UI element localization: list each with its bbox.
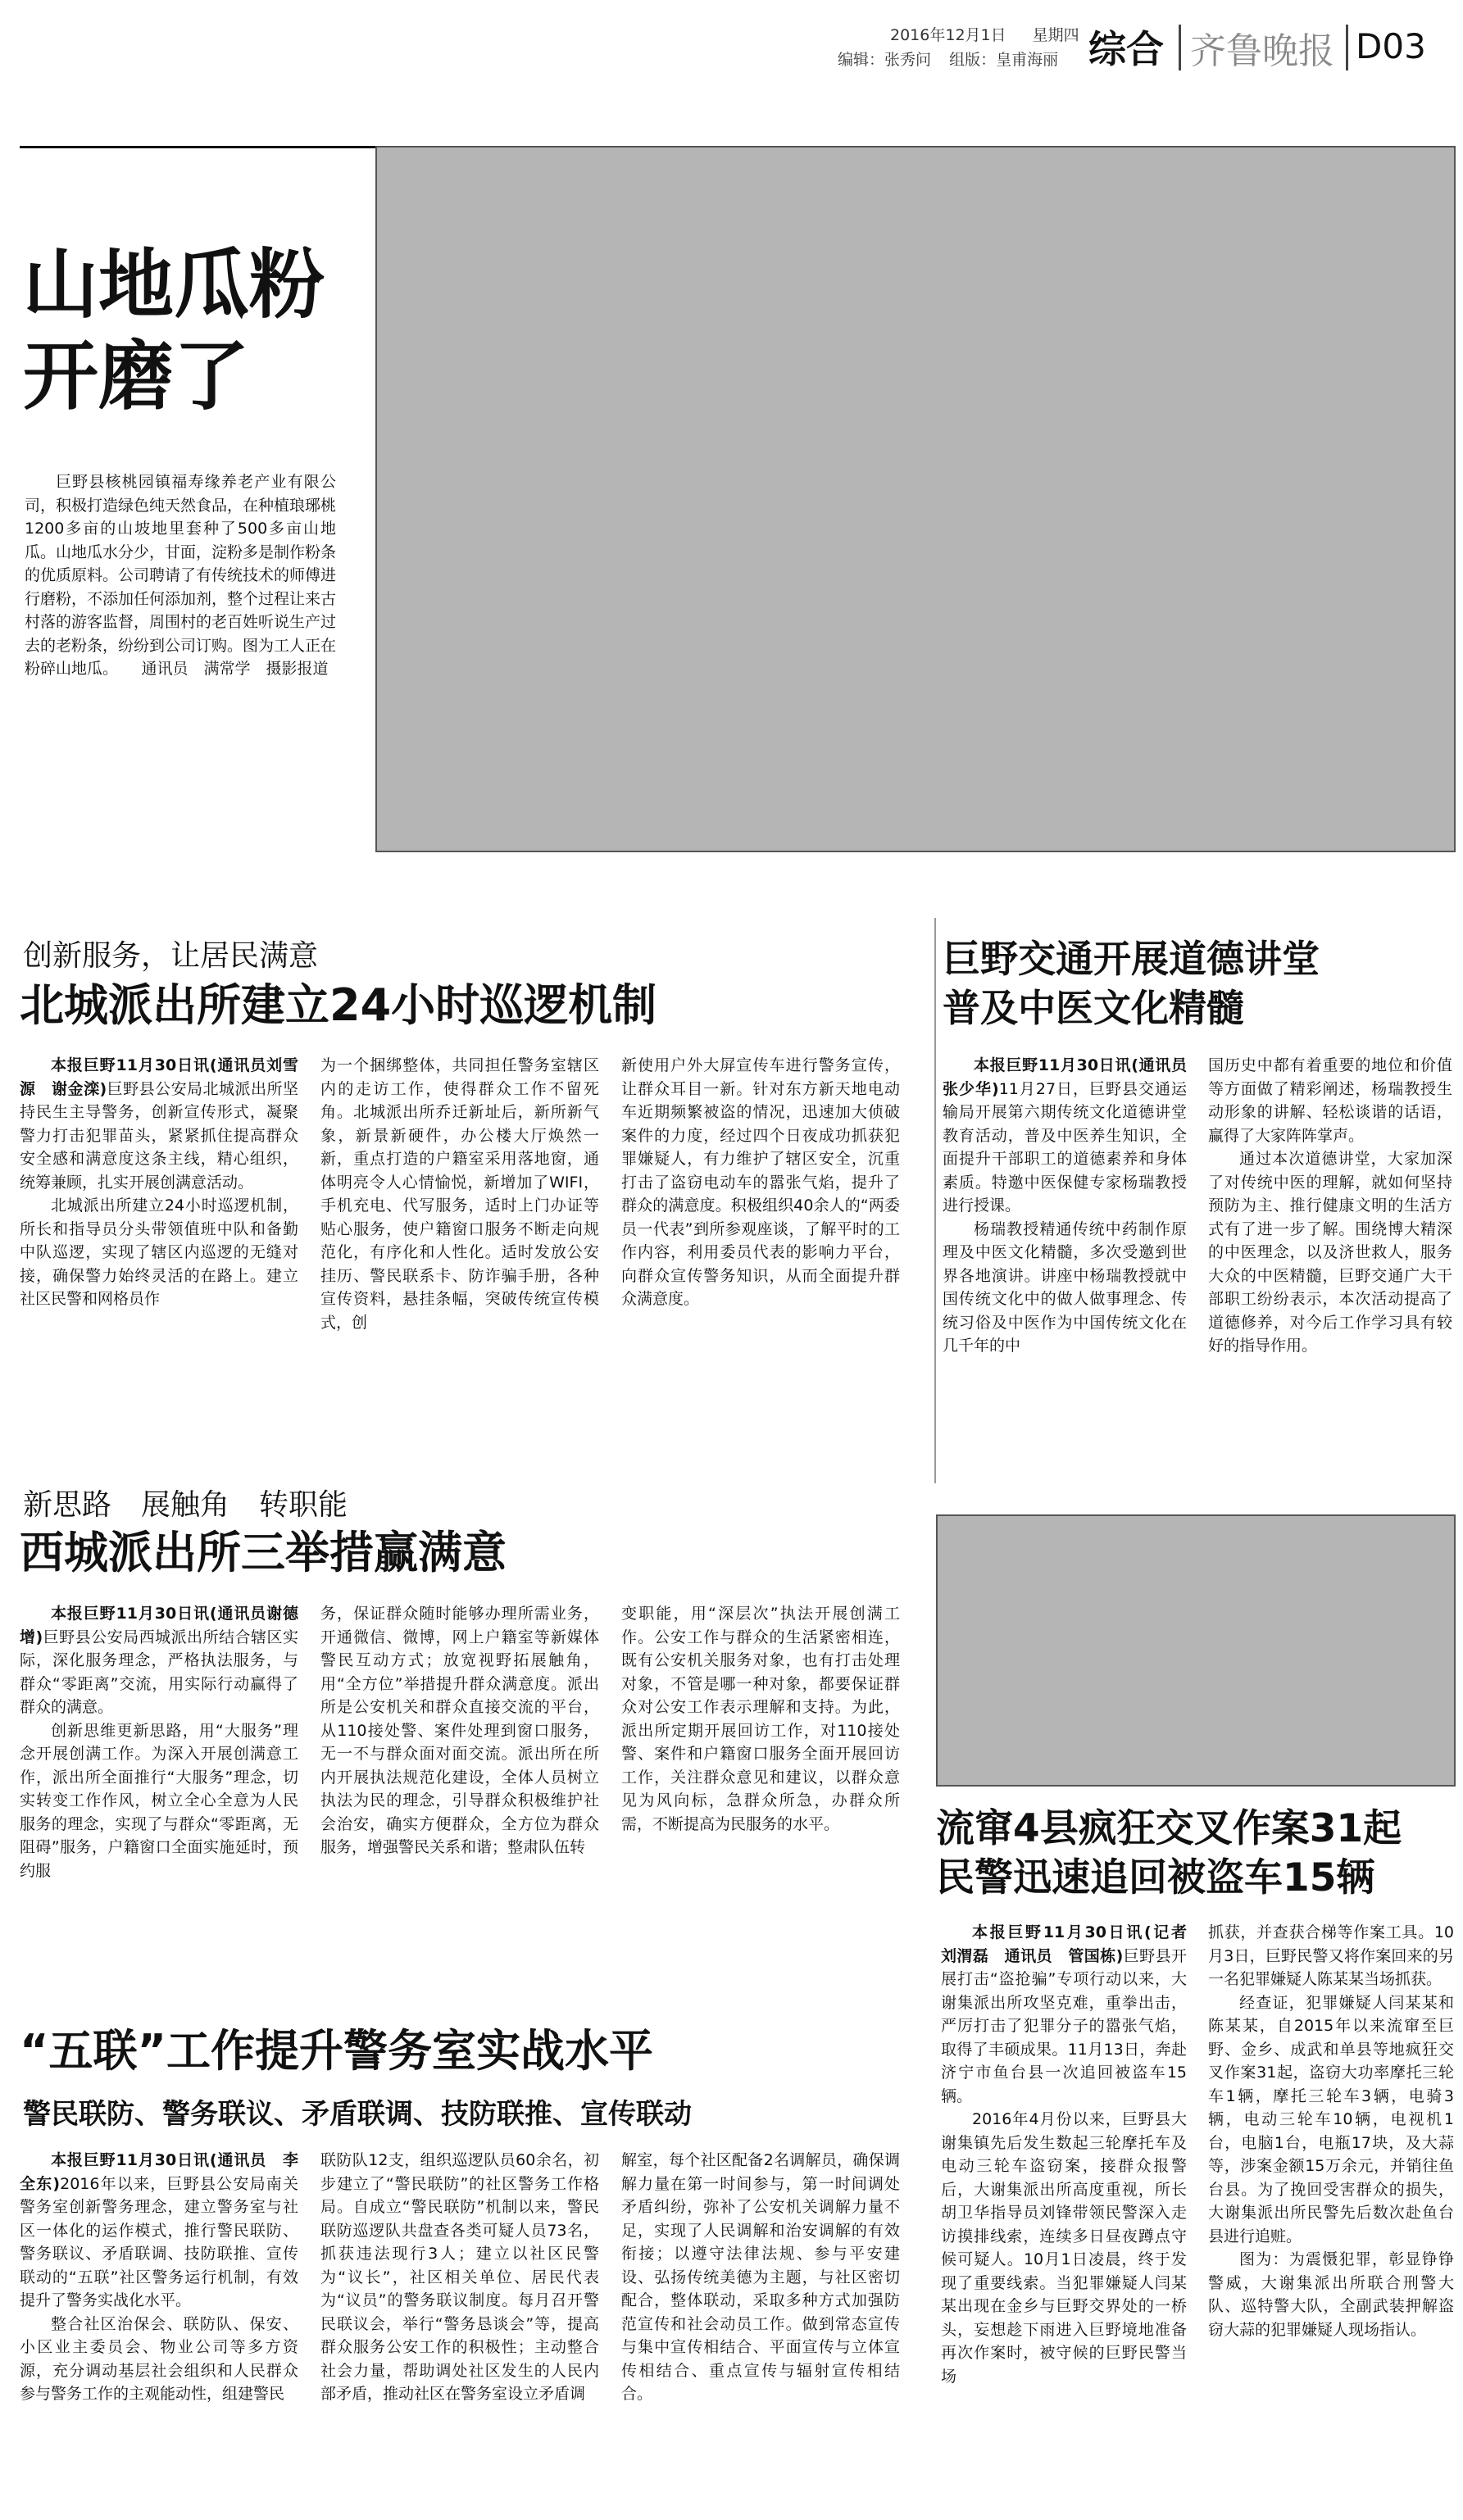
wulian-dateline: 本报巨野11月30日讯(通讯员 李全东) xyxy=(20,2151,298,2193)
liucuan-headline xyxy=(936,1805,1402,1903)
wulian-para4: 解室，每个社区配备2名调解员，确保调解力量在第一时间参与，第一时间调处矛盾纠纷，弥补了公安机关调解力量不足，实现了人民调解和治安调解的有效衔接；以遵守法律法规、参与平安建设、弘扬传统美德为主题，与社区密切配合，整体联动，采取多种方式加强防范宣传和社会动员工作。做到常态宣传与集中宣传相结合、平面宣传与立体宣传相结合、重点宣传与辐射宣传相结合。 xyxy=(621,2151,900,2403)
jiaotong-headline xyxy=(943,934,1320,1033)
wulian-headline: “五联”工作提升警务室实战水平 xyxy=(20,2025,653,2077)
beicheng-body xyxy=(20,1054,900,1334)
jiaotong-para2: 杨瑞教授精通传统中药制作原理及中医文化精髓，多次受邀到世界各地演讲。讲座中杨瑞教授就中国传统文化中的做人做事理念、传统习俗及中医作为中国传统文化在几千年的中 xyxy=(943,1219,1187,1355)
section-name: 综合 xyxy=(1088,27,1164,71)
wulian-para1 xyxy=(20,2149,298,2313)
xicheng-para1 xyxy=(20,1602,298,1719)
jiaotong-para1 xyxy=(943,1054,1203,1218)
feature-caption: 巨野县核桃园镇福寿缘养老产业有限公司，积极打造绿色纯天然食品，在种植琅琊桃1200多亩的山坡地里套种了500多亩山地瓜。山地瓜水分少，甘面，淀粉多是制作粉条的优质原料。公司聘请了有传统技术的师傅进行磨粉，不添加任何添加剂，整个过程让来古村落的游客监督，周围村的老百姓听说生产过去的老粉条，纷纷到公司订购。图为工人正在粉碎山地瓜。 通讯员 满常学 摄影报道 xyxy=(25,473,337,678)
jiaotong-dateline: 本报巨野11月30日讯(通讯员 张少华) xyxy=(943,1056,1203,1098)
xicheng-col3 xyxy=(621,1602,900,1882)
xicheng-col1 xyxy=(20,1602,298,1882)
wulian-para2: 整合社区治保会、联防队、保安、小区业主委员会、物业公司等多方资源，充分调动基层社会组织和人民群众参与警务工作的主观能动性，组建警民 xyxy=(20,2314,298,2403)
liucuan-para1 xyxy=(941,1921,1203,2108)
jiaotong-para1-text: 11月27日，巨野县交通运输局开展第六期传统文化道德讲堂教育活动，普及中医养生知识，全面提升干部职工的道德素养和身体素质。特邀中医保健专家杨瑞教授进行授课。 xyxy=(943,1079,1188,1215)
liucuan-para4: 经查证，犯罪嫌疑人闫某某和陈某某，自2015年以来流窜至巨野、金乡、成武和单县等地疯狂交叉作案31起，盗窃大功率摩托三轮车1辆，摩托三轮车3辆，电骑3辆，电动三轮车10辆，电视机1台，电脑1台，电瓶17块，及大蒜等，涉案金额15万余元，并销往鱼台县。为了挽回受害群众的损失，大谢集派出所民警先后数次赴鱼台县进行追赃。 xyxy=(1208,1993,1454,2245)
wulian-para1-text: 2016年以来，巨野县公安局南关警务室创新警务理念，建立警务室与社区一体化的运作模式，推行警民联防、警务联议、矛盾联调、技防联推、宣传联动的“五联”社区警务运行机制，有效提升了警务实战化水平。 xyxy=(20,2174,298,2309)
date: 2016年12月1日 xyxy=(890,26,1006,44)
beicheng-para4: 新使用户外大屏宣传车进行警务宣传，让群众耳目一新。针对东方新天地电动车近期频繁被盗的情况，迅速加大侦破案件的力度，经过四个日夜成功抓获犯罪嫌疑人，有力维护了辖区安全，沉重打击了盗窃电动车的嚣张气焰，提升了群众的满意度。积极组织40余人的“两委员一代表”到所参观座谈，了解平时的工作内容，利用委员代表的影响力平台，向群众宣传警务知识，从而全面提升群众满意度。 xyxy=(621,1056,900,1308)
beicheng-col1 xyxy=(20,1054,298,1334)
beicheng-para1 xyxy=(20,1054,298,1194)
jiaotong-headline-line1: 巨野交通开展道德讲堂 xyxy=(943,937,1320,981)
jiaotong-headline-line2: 普及中医文化精髓 xyxy=(943,986,1244,1030)
issue-date xyxy=(890,23,1079,45)
wulian-col2 xyxy=(320,2149,599,2406)
jiaotong-body xyxy=(943,1054,1452,1358)
liucuan-headline-line1: 流窜4县疯狂交叉作案31起 xyxy=(936,1806,1402,1851)
feature-headline-line1: 山地瓜粉 xyxy=(23,241,325,329)
beicheng-dateline: 本报巨野11月30日讯(通讯员刘雪源 谢金滦) xyxy=(20,1056,298,1098)
xicheng-para2: 创新思维更新思路，用“大服务”理念开展创满工作。为深入开展创满意工作，派出所全面推行“大服务”理念，切实转变工作作风，树立全心全意为人民服务的理念，实现了与群众“零距离，无阻碍”服务，户籍窗口全面实施延时，预约服 xyxy=(20,1721,298,1880)
liucuan-col1 xyxy=(941,1921,1203,2388)
liucuan-para2: 2016年4月份以来，巨野县大谢集镇先后发生数起三轮摩托车及电动三轮车盗窃案，接群众报警后，大谢集派出所高度重视，所长胡卫华指导员刘锋带领民警深入走访摸排线索，连续多日昼夜蹲点守候可疑人。10月1日凌晨，终于发现了重要线索。当犯罪嫌疑人闫某某出现在金乡与巨野交界处的一桥头，妄想趁下雨进入巨野境地准备再次作案时，被守候的巨野民警当场 xyxy=(941,2110,1187,2386)
liucuan-body xyxy=(941,1921,1454,2388)
wulian-subhead: 警民联防、警务联议、矛盾联调、技防联推、宣传联动 xyxy=(23,2098,692,2131)
liucuan-para5: 图为：为震慑犯罪，彰显铮铮警威，大谢集派出所联合刑警大队、巡特警大队，全副武装押解盗窃大蒜的犯罪嫌疑人现场指认。 xyxy=(1208,2250,1454,2339)
beicheng-para2: 北城派出所建立24小时巡逻机制，所长和指导员分头带领值班中队和备勤中队巡逻，实现了辖区内巡逻的无缝对接，确保警力始终灵活的在路上。建立社区民警和网格员作 xyxy=(20,1196,298,1308)
xicheng-dateline: 本报巨野11月30日讯(通讯员谢德增) xyxy=(20,1605,298,1646)
xicheng-body xyxy=(20,1602,900,1882)
jiaotong-para4: 通过本次道德讲堂，大家加深了对传统中医的理解，就如何坚持预防为主、推行健康文明的生活方式有了进一步了解。围绕博大精深的中医理念，以及济世救人，服务大众的中医精髓，巨野交通广大干部职工纷纷表示，本次活动提高了道德修养，对今后工作学习具有较好的指导作用。 xyxy=(1208,1150,1452,1355)
theft-case-photo xyxy=(936,1514,1456,1787)
xicheng-headline: 西城派出所三举措赢满意 xyxy=(20,1527,507,1578)
xicheng-para4: 变职能，用“深层次”执法开展创满工作。公安工作与群众的生活紧密相连，既有公安机关服务对象，也有打击处理对象，不管是哪一种对象，都要保证群众对公安工作表示理解和支持。为此，派出所定期开展回访工作，对110接处警、案件和户籍窗口服务全面开展回访工作，关注群众意见和建议，以群众意见为风向标，急群众所急，办群众所需，不断提高为民服务的水平。 xyxy=(621,1605,900,1833)
feature-headline xyxy=(23,239,325,423)
feature-headline-line2: 开磨了 xyxy=(23,333,250,420)
feature-photo xyxy=(375,146,1456,852)
beicheng-col2 xyxy=(320,1054,599,1334)
weekday: 星期四 xyxy=(1032,26,1079,44)
liucuan-para1-text: 巨野县开展打击“盗抢骗”专项行动以来，大谢集派出所攻坚克难，重拳出击，严厉打击了犯罪分子的嚣张气焰，取得了丰硕成果。11月13日，奔赴济宁市鱼台县一次追回被盗车15辆。 xyxy=(941,1946,1187,2105)
column-divider xyxy=(934,918,936,1483)
jiaotong-col2 xyxy=(1208,1054,1452,1358)
beicheng-col3 xyxy=(621,1054,900,1334)
liucuan-para3: 抓获，并查获合梯等作案工具。10月3日，巨野民警又将作案回来的另一名犯罪嫌疑人陈某某当场抓获。 xyxy=(1208,1923,1454,1988)
xicheng-kicker: 新思路 展触角 转职能 xyxy=(23,1488,348,1522)
header-divider xyxy=(1179,25,1181,70)
beicheng-kicker: 创新服务，让居民满意 xyxy=(23,939,319,973)
editor-credit: 编辑：张秀问 xyxy=(838,51,932,69)
wulian-col1 xyxy=(20,2149,298,2406)
newspaper-logo: 齐鲁晚报 xyxy=(1190,30,1334,72)
page-number: D03 xyxy=(1356,26,1426,66)
designer-credit: 组版：皇甫海丽 xyxy=(949,51,1059,69)
xicheng-col2 xyxy=(320,1602,599,1882)
wulian-col3 xyxy=(621,2149,900,2406)
liucuan-col2 xyxy=(1208,1921,1454,2388)
wulian-para3: 联防队12支，组织巡逻队员60余名，初步建立了“警民联防”的社区警务工作格局。自成立“警民联防”机制以来，警民联防巡逻队共盘查各类可疑人员73名，抓获违法现行3人；建立以社区民警为“议长”，社区相关单位、居民代表为“议员”的警务联议制度。每月召开警民联议会，举行“警务恳谈会”等，提高群众服务公安工作的积极性；主动整合社会力量，帮助调处社区发生的人民内部矛盾，推动社区在警务室设立矛盾调 xyxy=(320,2151,599,2403)
liucuan-headline-line2: 民警迅速追回被盗车15辆 xyxy=(936,1855,1375,1900)
header-divider-2 xyxy=(1346,25,1348,70)
xicheng-para1-text: 巨野县公安局西城派出所结合辖区实际，深化服务理念，严格执法服务，与群众“零距离”交流，用实际行动赢得了群众的满意。 xyxy=(20,1628,298,1716)
liucuan-dateline: 本报巨野11月30日讯(记者 刘渭磊 通讯员 管国栋) xyxy=(941,1923,1203,1965)
beicheng-para1-text: 巨野县公安局北城派出所坚持民生主导警务，创新宣传形式，凝聚警力打击犯罪苗头，紧紧抓住提高群众安全感和满意度这条主线，精心组织，统筹兼顾，扎实开展创满意活动。 xyxy=(20,1079,298,1192)
beicheng-para3: 为一个捆绑整体，共同担任警务室辖区内的走访工作，使得群众工作不留死角。北城派出所乔迁新址后，新所新气象，新景新硬件，办公楼大厅焕然一新，重点打造的户籍室采用落地窗，通体明亮令人心情愉悦，新增加了WIFI，手机充电、代写服务，适时上门办证等贴心服务，使户籍窗口服务不断走向规范化，有序化和人性化。适时发放公安挂历、警民联系卡、防诈骗手册，各种宣传资料，悬挂条幅，突破传统宣传模式，创 xyxy=(320,1056,599,1332)
credits xyxy=(838,48,1058,70)
wulian-body xyxy=(20,2149,900,2406)
jiaotong-col1 xyxy=(943,1054,1203,1358)
jiaotong-para3: 国历史中都有着重要的地位和价值等方面做了精彩阐述，杨瑞教授生动形象的讲解、轻松谈谐的话语，赢得了大家阵阵掌声。 xyxy=(1208,1056,1452,1145)
xicheng-para3: 务，保证群众随时能够办理所需业务，开通微信、微博，网上户籍室等新媒体警民互动方式；放宽视野拓展触角，用“全方位”举措提升群众满意度。派出所是公安机关和群众直接交流的平台，从110接处警、案件处理到窗口服务，无一不与群众面对面交流。派出所在所内开展执法规范化建设，全体人员树立执法为民的理念，引导群众积极维护社会治安，确实方便群众，全方位为群众服务，增强警民关系和谐；整肃队伍转 xyxy=(320,1605,599,1856)
beicheng-headline: 北城派出所建立24小时巡逻机制 xyxy=(20,979,657,1031)
